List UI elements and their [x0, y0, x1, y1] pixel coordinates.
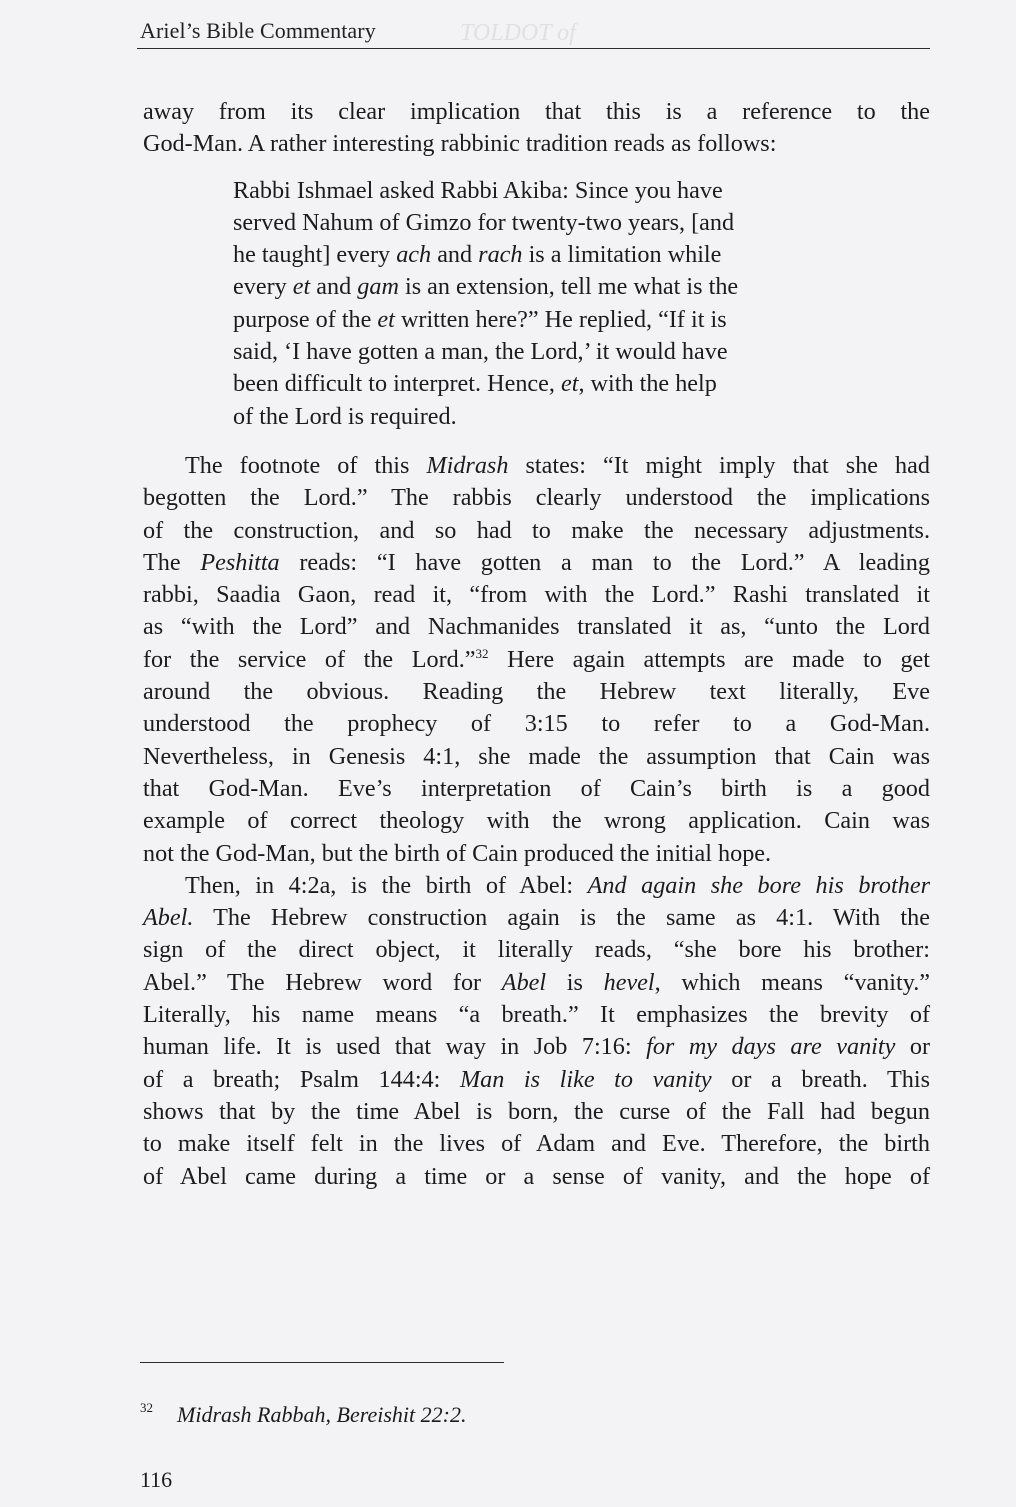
text-line: The footnote of this Midrash states: “It might imply that she had — [185, 451, 930, 479]
footnote-reference[interactable]: 32 — [475, 645, 489, 661]
text-line: understood the prophecy of 3:15 to refer to a God-Man. — [143, 710, 930, 738]
text-line: The Peshitta reads: “I have gotten a man to the Lord.” A leading — [143, 548, 930, 576]
text-line: Nevertheless, in Genesis 4:1, she made the assumption that Cain was — [143, 742, 930, 770]
text-line: Abel. The Hebrew construction again is the same as 4:1. With the — [143, 904, 930, 932]
quote-line: of the Lord is required. — [233, 402, 457, 430]
quote-line: every et and gam is an extension, tell me what is the — [233, 273, 739, 301]
quote-line: he taught] every ach and rach is a limitation while — [233, 241, 722, 269]
main-text — [143, 96, 930, 1193]
header-rule — [137, 48, 930, 49]
text-line: example of correct theology with the wrong application. Cain was — [143, 807, 930, 835]
text-line: as “with the Lord” and Nachmanides translated it as, “unto the Lord — [143, 613, 930, 641]
paragraph-2 — [143, 450, 930, 870]
text-line: Then, in 4:2a, is the birth of Abel: And again she bore his brother — [185, 871, 930, 899]
footnote-text: Midrash Rabbah, Bereishit 22:2. — [177, 1402, 467, 1427]
text-line: begotten the Lord.” The rabbis clearly understood the implications — [143, 484, 930, 512]
quote-line: purpose of the et written here?” He replied, “If it is — [233, 305, 727, 333]
text-line: of the construction, and so had to make the necessary adjustments. — [143, 516, 930, 544]
footnote-32 — [140, 1402, 466, 1428]
text-line: to make itself felt in the lives of Adam and Eve. Therefore, the birth — [143, 1130, 930, 1158]
quote-line: Rabbi Ishmael asked Rabbi Akiba: Since you have — [233, 176, 723, 204]
text-line: of a breath; Psalm 144:4: Man is like to vanity or a breath. This — [143, 1065, 930, 1093]
paragraph-1 — [143, 96, 930, 161]
text-line: not the God-Man, but the birth of Cain produced the initial hope. — [143, 839, 772, 867]
footnote-rule — [140, 1362, 504, 1363]
paragraph-3 — [143, 870, 930, 1193]
text-line: of Abel came during a time or a sense of vanity, and the hope of — [143, 1162, 930, 1190]
text-line: away from its clear implication that this is a reference to the — [143, 98, 930, 125]
text-line: sign of the direct object, it literally reads, “she bore his brother: — [143, 936, 930, 964]
bleed-through-text: TOLDOT of — [460, 20, 576, 46]
text-line: Literally, his name means “a breath.” It emphasizes the brevity of — [143, 1001, 930, 1029]
footnote-number: 32 — [140, 1400, 153, 1415]
text-line: for the service of the Lord.”$^{32}$ Here again attempts are made to get — [143, 645, 930, 673]
block-quote — [233, 175, 836, 433]
text-line: Abel.” The Hebrew word for Abel is hevel, which means “vanity.” — [143, 968, 931, 996]
text-line: shows that by the time Abel is born, the curse of the Fall had begun — [143, 1097, 930, 1125]
text-line: around the obvious. Reading the Hebrew text literally, Eve — [143, 678, 930, 706]
text-line: rabbi, Saadia Gaon, read it, “from with the Lord.” Rashi translated it — [143, 581, 930, 609]
running-header-title: Ariel’s Bible Commentary — [140, 18, 376, 43]
quote-line: served Nahum of Gimzo for twenty-two years, [and — [233, 208, 735, 236]
text-line: God-Man. A rather interesting rabbinic tradition reads as follows: — [143, 130, 777, 158]
text-line: that God-Man. Eve’s interpretation of Cain’s birth is a good — [143, 774, 930, 802]
text-line: human life. It is used that way in Job 7:16: for my days are vanity or — [143, 1033, 930, 1061]
page-number: 116 — [140, 1467, 173, 1492]
quote-line: said, ‘I have gotten a man, the Lord,’ it would have — [233, 338, 728, 366]
quote-line: been difficult to interpret. Hence, et, with the help — [233, 370, 717, 398]
